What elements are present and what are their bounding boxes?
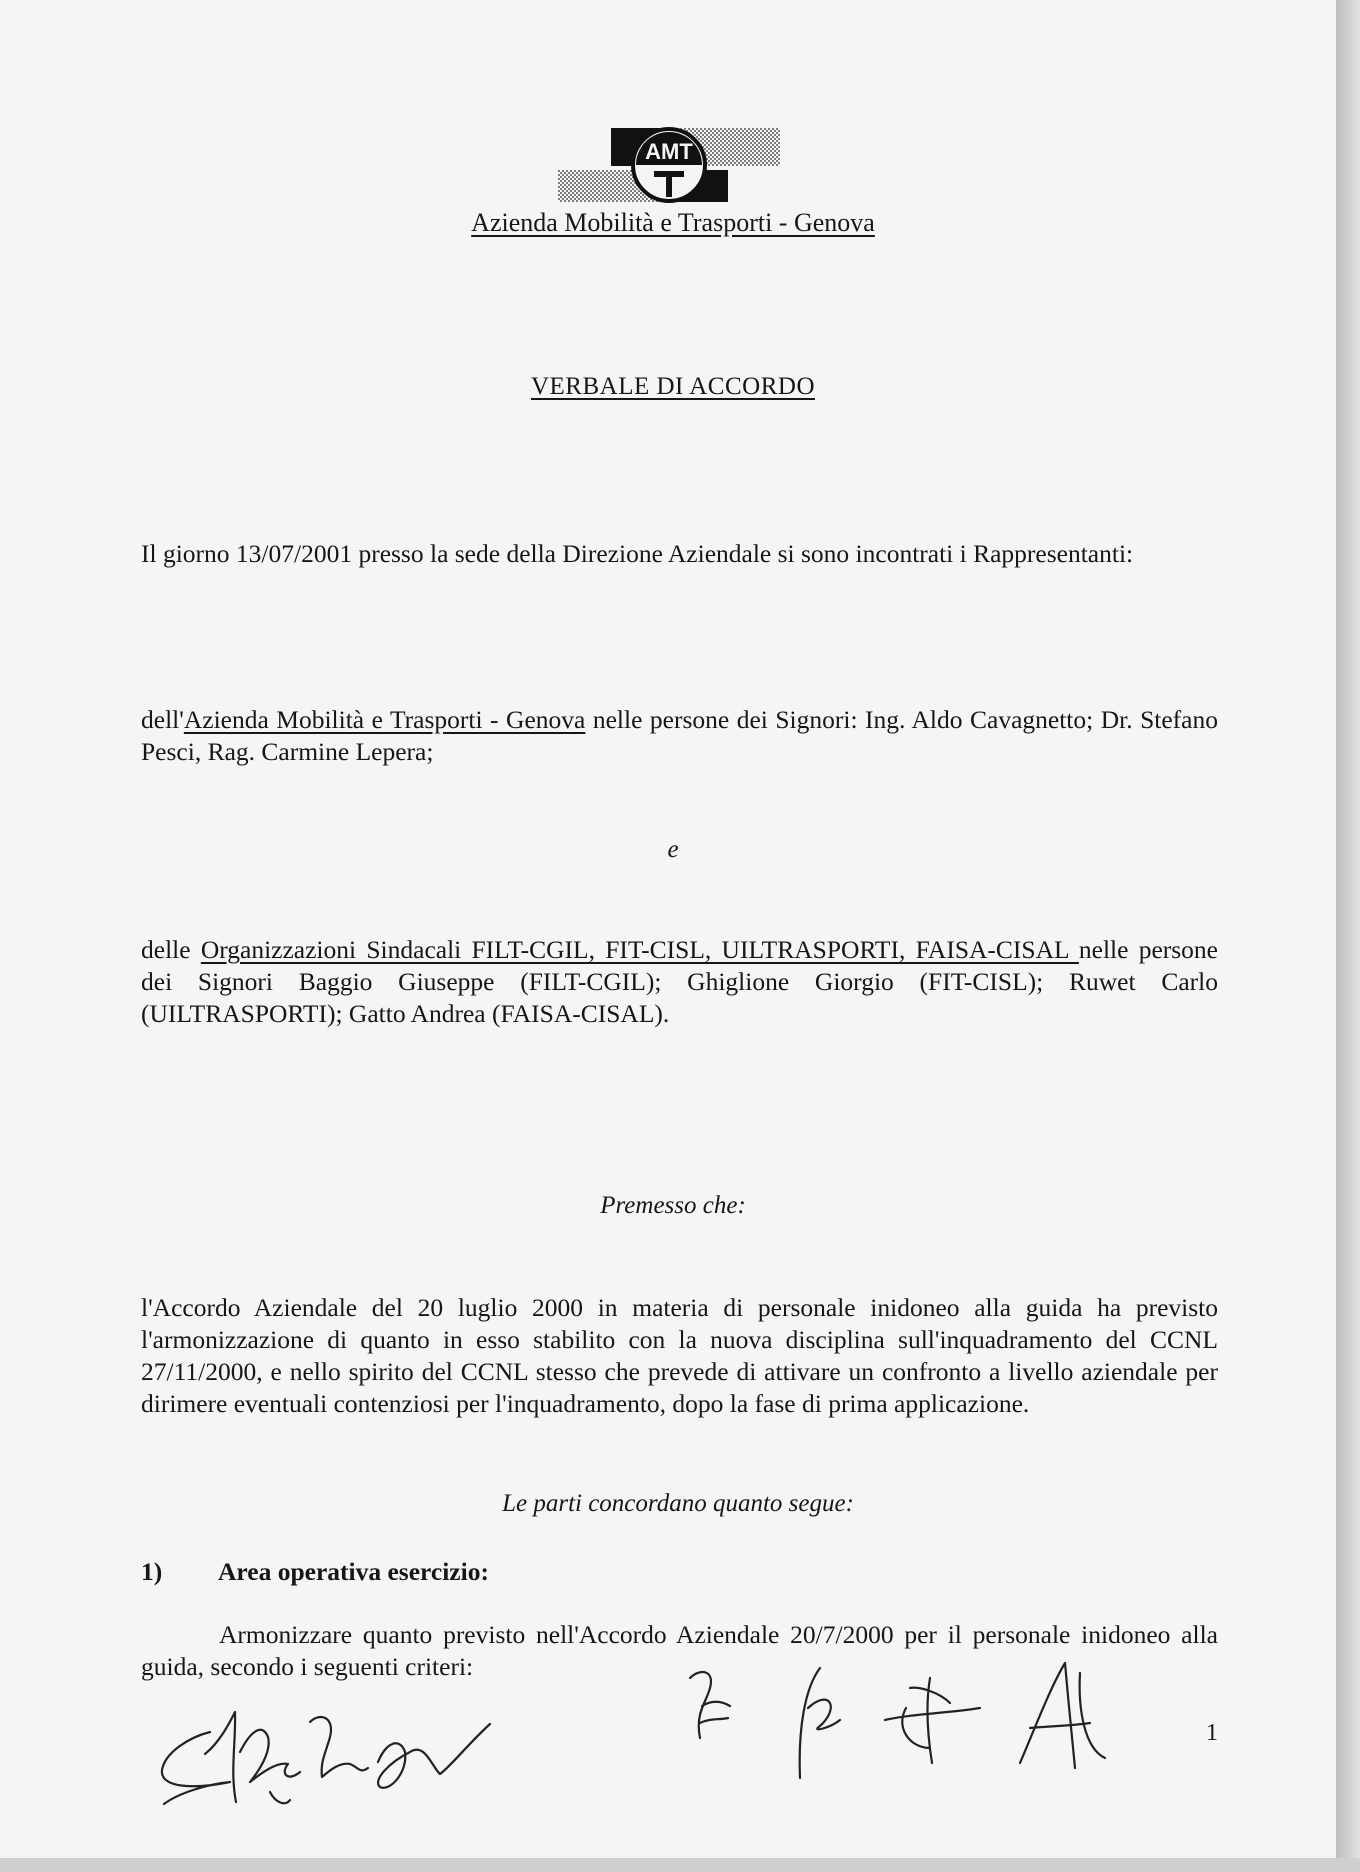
svg-text:AMT: AMT (645, 139, 693, 164)
premise-heading: Premesso che: (600, 1192, 746, 1219)
union-party-prefix: delle (141, 935, 201, 964)
company-party-suffix: nelle persone dei Signori: Ing. Aldo Cavagnetto; Dr. Stefano Pesci, Rag. Carmine Lepera; (141, 705, 1218, 766)
scan-bottom-edge (0, 1858, 1360, 1872)
amt-logo (556, 124, 786, 206)
company-party-paragraph (141, 704, 1218, 768)
company-party-prefix: dell' (141, 705, 184, 734)
section-number: 1) (141, 1557, 163, 1586)
scan-edge-shadow (1336, 0, 1360, 1872)
signature-left (150, 1692, 530, 1822)
section-paragraph: Armonizzare quanto previsto nell'Accordo Aziendale 20/7/2000 per il personale inidoneo alla guida, secondo i seguenti criteri: (141, 1620, 1218, 1681)
company-name-header: Azienda Mobilità e Trasporti - Genova (471, 208, 875, 237)
page-number: 1 (1206, 1720, 1218, 1746)
premise-paragraph: l'Accordo Aziendale del 20 luglio 2000 in materia di personale inidoneo alla guida ha previsto l'armonizzazione di quanto in esso stabilito con la nuova disciplina sull'inquadramento del CCNL 27/11/2000, e nello spirito del CCNL stesso che prevede di attivare un confronto a livello aziendale per dirimere eventuali contenziosi per l'inquadramento, dopo la fase di prima applicazione. (141, 1293, 1218, 1418)
agreement-heading: Le parti concordano quanto segue: (502, 1490, 854, 1517)
document-title: VERBALE DI ACCORDO (530, 373, 815, 400)
union-party-name: Organizzazioni Sindacali FILT-CGIL, FIT-CISL, UILTRASPORTI, FAISA-CISAL (200, 935, 1079, 964)
signature-right (680, 1648, 1120, 1788)
section-title: Area operativa esercizio: (218, 1557, 489, 1586)
union-party-suffix: nelle persone dei Signori Baggio Giuseppe (FILT-CGIL); Ghiglione Giorgio (FIT-CISL); Ruwet Carlo (UILTRASPORTI); Gatto Andrea (FAISA-CISAL). (141, 935, 1218, 1028)
company-party-name: Azienda Mobilità e Trasporti - Genova (183, 705, 586, 734)
intro-paragraph: Il giorno 13/07/2001 presso la sede della Direzione Aziendale si sono incontrati i Rappresentanti: (141, 539, 1134, 568)
conjunction: e (667, 836, 679, 863)
union-party-paragraph (141, 934, 1218, 1030)
